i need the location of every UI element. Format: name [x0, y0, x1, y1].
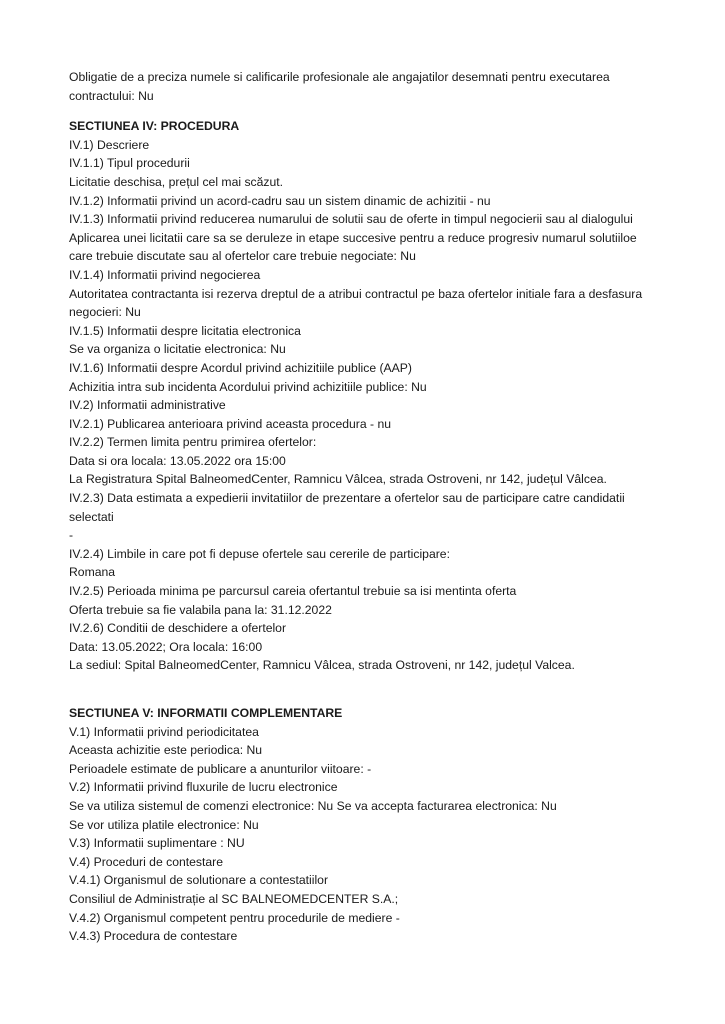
section-iv-heading: SECTIUNEA IV: PROCEDURA — [69, 119, 240, 134]
section-v-line: V.2) Informatii privind fluxurile de lucru electronice — [69, 780, 338, 795]
document-page — [69, 68, 659, 946]
section-iv-line: Oferta trebuie sa fie valabila pana la: 31.12.2022 — [69, 602, 332, 617]
section-v-line: V.4.3) Procedura de contestare — [69, 929, 238, 944]
section-iv-line: Achizitia intra sub incidenta Acordului privind achizitiile publice: Nu — [69, 379, 427, 394]
section-v-line: V.1) Informatii privind periodicitatea — [69, 724, 259, 739]
section-iv-line: Data si ora locala: 13.05.2022 ora 15:00 — [69, 453, 286, 468]
section-v-line: Se va utiliza sistemul de comenzi electronice: Nu Se va accepta facturarea electronica: Nu — [69, 798, 557, 813]
section-v-line: V.3) Informatii suplimentare : NU — [69, 836, 245, 851]
intro-paragraph: Obligatie de a preciza numele si calificarile profesionale ale angajatilor desemnati pentru executarea contractului: Nu — [69, 70, 610, 103]
section-iv-line: Aplicarea unei licitatii care sa se deruleze in etape succesive pentru a reduce progresiv numarul solutiiloe care trebuie discutate sau al ofertelor care trebuie negociate: Nu — [69, 230, 637, 264]
section-iv-line: IV.2) Informatii administrative — [69, 398, 226, 413]
section-iv-line: Licitatie deschisa, prețul cel mai scăzut. — [69, 174, 284, 189]
section-iv-line: La sediul: Spital BalneomedCenter, Ramnicu Vâlcea, strada Ostroveni, nr 142, județul Valcea. — [69, 658, 575, 673]
section-iv-line: IV.1.5) Informatii despre licitatia electronica — [69, 323, 301, 338]
section-iv-line: IV.2.1) Publicarea anterioara privind aceasta procedura - nu — [69, 416, 392, 431]
section-iv-line: IV.1.3) Informatii privind reducerea numarului de solutii sau de oferte in timpul negocierii sau al dialogului — [69, 212, 633, 227]
section-iv-line: IV.1.2) Informatii privind un acord-cadru sau un sistem dinamic de achizitii - nu — [69, 193, 491, 208]
section-iv-line: Data: 13.05.2022; Ora locala: 16:00 — [69, 639, 263, 654]
section-iv-line: IV.2.4) Limbile in care pot fi depuse ofertele sau cererile de participare: — [69, 546, 450, 561]
section-v-line: Perioadele estimate de publicare a anunturilor viitoare: - — [69, 761, 372, 776]
section-iv-line: IV.1.6) Informatii despre Acordul privind achizitiile publice (AAP) — [69, 360, 412, 375]
section-iv-line: La Registratura Spital BalneomedCenter, Ramnicu Vâlcea, strada Ostroveni, nr 142, județul Vâlcea. — [69, 472, 607, 487]
section-iv-line: IV.1) Descriere — [69, 137, 150, 152]
section-v-line: V.4) Proceduri de contestare — [69, 854, 224, 869]
section-iv-line: IV.2.2) Termen limita pentru primirea ofertelor: — [69, 435, 317, 450]
section-iv-line: IV.1.1) Tipul procedurii — [69, 156, 190, 171]
section-iv-line: Se va organiza o licitatie electronica: Nu — [69, 342, 286, 357]
section-v-line: V.4.1) Organismul de solutionare a contestatiilor — [69, 873, 329, 888]
section-v-line: Consiliul de Administrație al SC BALNEOMEDCENTER S.A.; — [69, 891, 399, 906]
section-iv-line: Romana — [69, 565, 116, 580]
section-v-line: Se vor utiliza platile electronice: Nu — [69, 817, 259, 832]
section-iv-line: - — [69, 528, 74, 543]
section-v-body — [69, 723, 659, 946]
section-iv-line: IV.2.5) Perioada minima pe parcursul careia ofertantul trebuie sa isi mentinta oferta — [69, 584, 517, 599]
section-v-heading: SECTIUNEA V: INFORMATII COMPLEMENTARE — [69, 706, 343, 720]
section-iv-line: Autoritatea contractanta isi rezerva dreptul de a atribui contractul pe baza ofertelor initiale fara a desfasura negocieri: Nu — [69, 286, 643, 320]
section-iv-line: IV.2.6) Conditii de deschidere a ofertelor — [69, 621, 287, 636]
section-iv-body — [69, 136, 659, 675]
section-iv-line: IV.1.4) Informatii privind negocierea — [69, 267, 261, 282]
section-iv-line: IV.2.3) Data estimata a expedierii invitatiilor de prezentare a ofertelor sau de participare catre candidatii selectati — [69, 491, 625, 524]
section-v-line: V.4.2) Organismul competent pentru procedurile de mediere - — [69, 910, 400, 925]
section-v-line: Aceasta achizitie este periodica: Nu — [69, 743, 263, 758]
